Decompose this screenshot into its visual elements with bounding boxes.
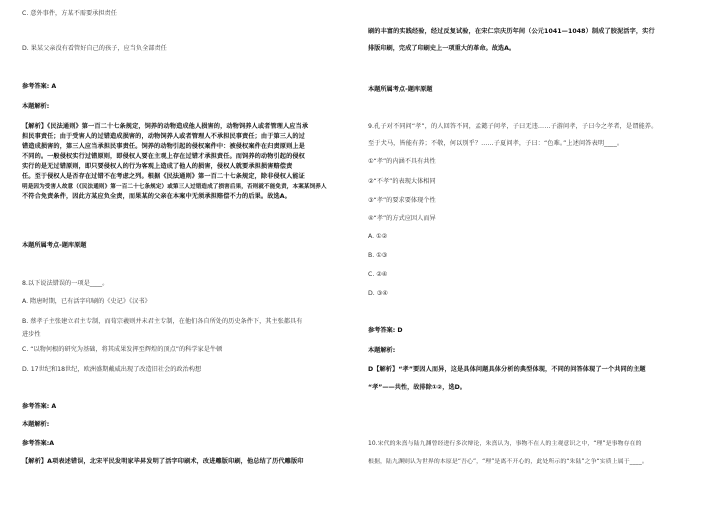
reference-answer: 参考答案: A [22, 403, 57, 410]
explanation-line: 实行的是无过错原则，即只要侵权人的行为客观上造成了他人的损害，侵权人就要承担损害赔偿责 [22, 163, 293, 170]
question-9: 9.孔子对不同问“孝”，的人回答不同，孟懿子问孝，子曰无违……子游问孝，子曰今之孝者，是谓能养。 [368, 123, 658, 130]
explanation-line: “孝”——共性，故排除①②，选D。 [368, 384, 466, 391]
option-c: C. 意外事件，方某不需要承担责任 [22, 10, 117, 17]
option-c: C. “以物何根的研究为基础，将其成果发挥至辉煌的顶点”的科学家是牛顿 [22, 346, 223, 353]
explanation-line: 排版印刷，完成了印刷史上一项重大的革命。故选A。 [368, 45, 516, 52]
explanation-line: D【解析】“孝”要因人而异，这是具体问题具体分析的典型体现，不同的问答体现了一个共同的主题 [368, 366, 646, 373]
question-9-cont: 至于犬马，皆能有养；不敬，何以别乎？……子夏问孝，子曰：“色难。”上述问答表明____。 [368, 140, 624, 147]
statement-item: ③“孝”的要求要体现个性 [368, 197, 436, 204]
explanation-line: 错造成损害的，第三人应当承担民事责任。饲养的动物引起的侵权案件中：被侵权案件在归责原则上是 [22, 143, 305, 150]
explanation-title: 本题解析: [22, 103, 50, 110]
reference-answer: 参考答案: A [22, 83, 57, 90]
option-b-cont: 进步性 [22, 331, 41, 338]
explanation-line: 刷的丰富的实践经验，经过反复试验，在宋仁宗庆历年间（公元1041—1048）制成了胶泥活字，实行 [368, 28, 655, 35]
option-a: A. 隋唐时期，已有活字印刷的《史记》《汉书》 [22, 298, 151, 305]
explanation-title: 本题解析: [22, 421, 50, 428]
statement-item: ①“孝”的内涵不具有共性 [368, 158, 436, 165]
explanation-line: 【解析】A项表述错误，北宋平民发明家毕昇发明了活字印刷术，改进雕版印刷，他总结了历代雕版印 [22, 458, 304, 465]
left-column [22, 0, 347, 508]
explanation-line: 担民事责任；由于受害人的过错造成损害的，动物饲养人或者管理人不承担民事责任；由于第三人的过 [22, 133, 305, 140]
question-8: 8.以下说法错误的一项是____。 [22, 280, 109, 287]
section-note: 本题所属考点-题库原题 [368, 86, 433, 93]
explanation-line: 不同的。一般侵权实行过错原则，即侵权人要在主观上存在过错才承担责任。而饲养的动物引起的侵权 [22, 153, 305, 160]
statement-item: ②“不孝”的表现大体相同 [368, 178, 436, 185]
question-10-cont: 根据，陆九渊则认为世界的本原是“吾心”，“理”是离不开心的，此处所示的“朱陆”之争“实质上属于____。 [368, 459, 648, 465]
explanation-line: 任。至于侵权人是否存在过错不在考虑之列。根据《民法通则》第一百二十七条规定，除非侵权人能证 [22, 173, 305, 180]
explanation-title: 本题解析: [368, 347, 396, 354]
explanation-line: 【解析】《民法通则》第一百二十七条规定，饲养的动物造成他人损害的，动物饲养人或者管理人应当承 [22, 123, 309, 130]
option-a: A. ①② [368, 233, 388, 240]
option-d: D. 17世纪和18世纪，欧洲盛期戴威出现了改造旧社会的政治构想 [22, 366, 202, 373]
question-10: 10.宋代的朱熹与陆九渊曾经进行多次辩论，朱熹认为，事物不在人的主观意识之中，“理”是事物存在的 [368, 441, 642, 447]
option-d: D. ③④ [368, 290, 388, 297]
explanation-line: 明是因为受害人故意（《民法通则》第一百二十七条规定）或第三人过错造成了损害后果，否则就不能免责，本案某饲养人 [22, 184, 327, 190]
option-d: D. 果某父亲没有看管好自己的孩子，应当负全部责任 [22, 45, 167, 52]
statement-item: ④“孝”的方式应因人而异 [368, 215, 436, 222]
reference-answer: 参考答案: D [368, 327, 403, 334]
option-b: B. ①③ [368, 252, 388, 259]
section-note: 本题所属考点-题库原题 [22, 242, 87, 249]
right-column [368, 0, 693, 508]
option-c: C. ②④ [368, 271, 388, 278]
answer-label: 参考答案:A [22, 440, 55, 447]
option-b: B. 蔡孝子主张建立君主专制，而荀宗羲则并未君主专制，在他们各自所处的历史条件下，其主张都具有 [22, 318, 303, 325]
explanation-line: 不符合免责条件，因此方某应负全责，而果某的父亲在本案中无须承担赔偿不力的后果。故选A。 [22, 193, 291, 200]
